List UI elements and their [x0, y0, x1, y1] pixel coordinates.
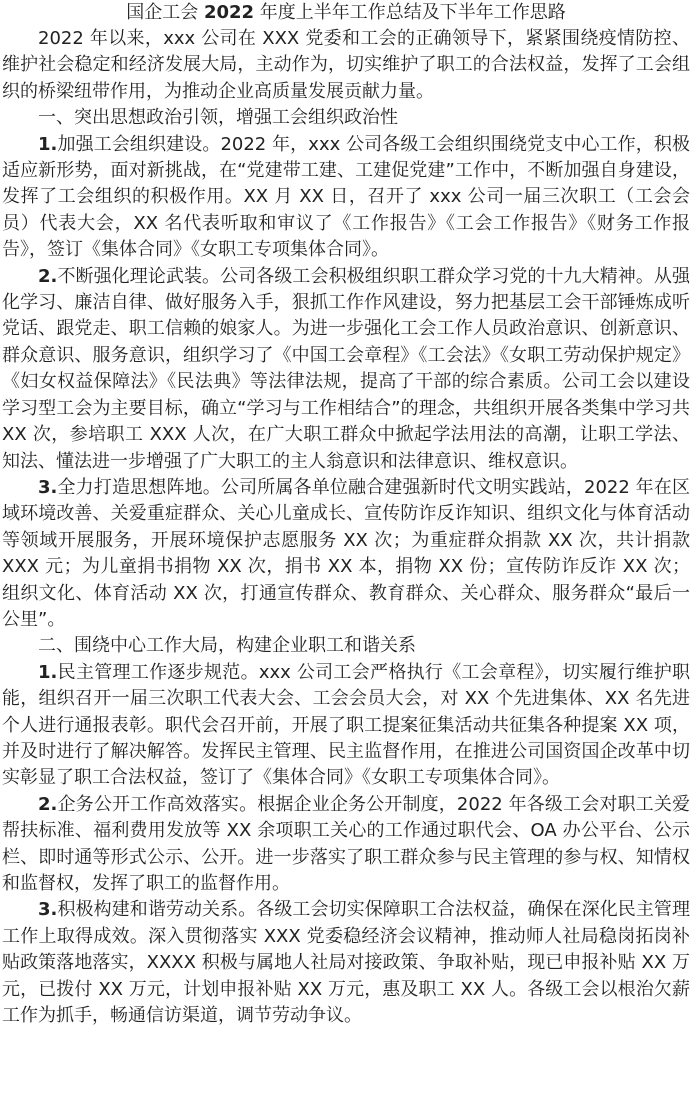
item-number: 2. — [38, 793, 58, 815]
list-item — [2, 132, 690, 264]
list-item — [2, 264, 690, 475]
list-item — [2, 660, 690, 792]
item-text: 加强工会组织建设。2022 年，xxx 公司各级工会组织围绕党支中心工作，积极适应新形势，面对新挑战，在“党建带工建、工建促党建”工作中，不断加强自身建设，发挥了工会组织的积极作用。XX 月 XX 日，召开了 xxx 公司一届三次职工（工会会员）代表大会，XX 名代表听取和审议了《工作报告》《工会工作报告》《财务工作报告》，签订《集体合同》《女职工专项集体合同》。 — [2, 133, 690, 261]
list-item — [2, 897, 690, 1029]
item-text: 不断强化理论武装。公司各级工会积极组织职工群众学习党的十九大精神。从强化学习、廉洁自律、做好服务入手，狠抓工作作风建设，努力把基层工会干部锤炼成听党话、跟党走、职工信赖的娘家人。为进一步强化工会工作人员政治意识、创新意识、群众意识、服务意识，组织学习了《中国工会章程》《工会法》《女职工劳动保护规定》《妇女权益保障法》《民法典》等法律法规，提高了干部的综合素质。公司工会以建设学习型工会为主要目标，确立“学习与工作相结合”的理念，共组织开展各类集中学习共 XX 次，参培职工 XXX 人次，在广大职工群众中掀起学法用法的高潮，让职工学法、知法、懂法进一步增强了广大职工的主人翁意识和法律意识、维权意识。 — [2, 265, 690, 472]
item-text: 全力打造思想阵地。公司所属各单位融合建强新时代文明实践站，2022 年在区域环境改善、关爱重症群众、关心儿童成长、宣传防诈反诈知识、组织文化与体育活动等领域开展服务，开展环境保护志愿服务 XX 次；为重症群众捐款 XX 次，共计捐款 XXX 元；为儿童捐书捐物 XX 次，捐书 XX 本，捐物 XX 份；宣传防诈反诈 XX 次；组织文化、体育活动 XX 次，打通宣传群众、教育群众、关心群众、服务群众“最后一公里”。 — [2, 476, 690, 630]
document-title — [2, 0, 690, 26]
list-item — [2, 475, 690, 633]
title-prefix: 国企工会 — [126, 2, 204, 23]
item-number: 3. — [38, 899, 58, 921]
section-heading: 二、围绕中心工作大局，构建企业职工和谐关系 — [38, 635, 416, 657]
item-text: 民主管理工作逐步规范。xxx 公司工会严格执行《工会章程》，切实履行维护职能，组织召开一届三次职工代表大会、工会会员大会，对 XX 个先进集体、XX 名先进个人进行通报表彰。职代会召开前，开展了职工提案征集活动共征集各种提案 XX 项，并及时进行了解决解答。发挥民主管理、民主监督作用，在推进公司国资国企改革中切实彰显了职工合法权益，签订了《集体合同》《女职工专项集体合同》。 — [2, 661, 690, 789]
item-number: 1. — [38, 133, 58, 155]
intro-paragraph: 2022 年以来，xxx 公司在 XXX 党委和工会的正确领导下，紧紧围绕疫情防控、维护社会稳定和经济发展大局，主动作为，切实维护了职工的合法权益，发挥了工会组织的桥梁纽带作用，为推动企业高质量发展贡献力量。 — [2, 28, 690, 102]
item-text: 企务公开工作高效落实。根据企业企务公开制度，2022 年各级工会对职工关爱帮扶标准、福利费用发放等 XX 余项职工关心的工作通过职代会、OA 办公平台、公示栏、即时通等形式公示、公开。进一步落实了职工群众参与民主管理的参与权、知情权和监督权，发挥了职工的监督作用。 — [2, 793, 690, 894]
item-number: 3. — [38, 476, 58, 498]
list-item — [2, 792, 690, 898]
item-text: 积极构建和谐劳动关系。各级工会切实保障职工合法权益，确保在深化民主管理工作上取得成效。深入贯彻落实 XXX 党委稳经济会议精神，推动师人社局稳岗拓岗补贴政策落地落实，XXXX 积极与属地人社局对接政策、争取补贴，现已申报补贴 XX 万元，已拨付 XX 万元，计划申报补贴 XX 万元，惠及职工 XX 人。各级工会以根治欠薪工作为抓手，畅通信访渠道，调节劳动争议。 — [2, 899, 690, 1027]
item-number: 1. — [38, 661, 58, 683]
title-suffix: 年度上半年工作总结及下半年工作思路 — [254, 2, 566, 23]
section-heading: 一、突出思想政治引领，增强工会组织政治性 — [38, 107, 398, 129]
title-year: 2022 — [203, 2, 255, 23]
item-number: 2. — [38, 265, 58, 287]
